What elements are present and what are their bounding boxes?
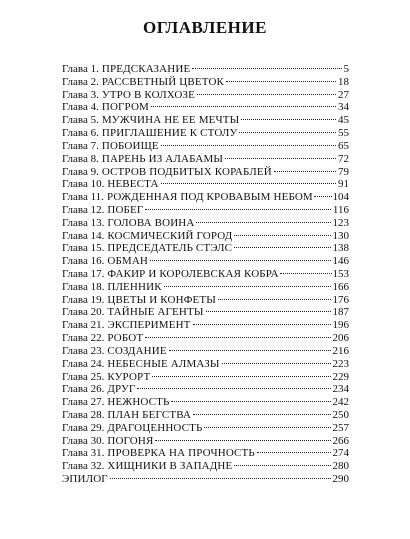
toc-dot-leader [192,68,341,69]
toc-page-number: 290 [332,473,349,485]
toc-chapter-title: ДРУГ [107,383,136,396]
toc-page-number: 27 [338,88,349,101]
toc-dot-leader [239,132,336,133]
toc-page-number: 257 [332,421,349,434]
toc-chapter-title: ТАЙНЫЕ АГЕНТЫ [107,306,204,319]
toc-entry [62,358,349,371]
toc-chapter-title: ОСТРОВ ПОДБИТЫХ КОРАБЛЕЙ [101,165,272,178]
toc-chapter-number: Глава 32. [62,460,105,473]
toc-dot-leader [234,247,330,248]
toc-dot-leader [137,388,330,389]
toc-entry [62,460,349,473]
toc-chapter-number: Глава 4. [62,101,99,114]
toc-chapter-title: РОЖДЕННАЯ ПОД КРОВАВЫМ НЕБОМ [106,191,313,204]
toc-chapter-title: ЭПИЛОГ [62,473,108,485]
toc-chapter-number: Глава 9. [62,165,99,178]
toc-entry [62,294,349,307]
toc-entry [62,409,349,422]
toc-page-number: 34 [338,101,349,114]
toc-chapter-title: ПРИГЛАШЕНИЕ К СТОЛУ [101,127,238,140]
toc-page-number: 72 [338,152,349,165]
toc-chapter-title: ПРЕДСЕДАТЕЛЬ СТЭЛС [107,242,233,255]
toc-chapter-title: ЭКСПЕРИМЕНТ [107,319,191,332]
toc-entry [62,127,349,140]
toc-chapter-title: ПЛАН БЕГСТВА [107,408,192,421]
toc-page-number: 176 [332,293,349,306]
toc-dot-leader [169,350,331,351]
toc-chapter-number: Глава 5. [62,114,99,127]
toc-chapter-title: ПОБЕГ [107,203,144,216]
toc-dot-leader [151,106,336,107]
toc-chapter-title: ПОГОНЯ [107,434,154,447]
toc-entry [62,371,349,384]
toc-chapter-number: Глава 23. [62,344,105,357]
toc-chapter-title: ДРАГОЦЕННОСТЬ [107,421,203,434]
toc-page-number: 65 [338,139,349,152]
toc-page-number: 104 [332,191,349,204]
toc-chapter-title: СОЗДАНИЕ [107,344,167,357]
toc-chapter-number: Глава 7. [62,139,99,152]
toc-chapter-number: Глава 3. [62,88,99,101]
toc-page-number: 274 [332,447,349,460]
toc-entry [62,191,349,204]
toc-chapter-title: ПРОВЕРКА НА ПРОЧНОСТЬ [107,447,255,460]
toc-chapter-title: УТРО В КОЛХОЗЕ [101,88,195,101]
toc-chapter-number: Глава 15. [62,242,105,255]
toc-page-number: 130 [332,229,349,242]
toc-page-number: 146 [332,255,349,268]
toc-entry [62,473,349,486]
toc-dot-leader [204,427,330,428]
toc-dot-leader [196,222,330,223]
toc-chapter-number: Глава 21. [62,319,105,332]
toc-chapter-number: Глава 16. [62,255,105,268]
toc-entry [62,242,349,255]
toc-entry [62,101,349,114]
toc-entry [62,255,349,268]
toc-dot-leader [226,81,336,82]
toc-dot-leader [218,299,330,300]
toc-chapter-number: Глава 29. [62,421,105,434]
toc-dot-leader [225,158,336,159]
toc-entry [62,396,349,409]
toc-chapter-title: НЕВЕСТА [107,178,159,191]
toc-page-number: 216 [332,344,349,357]
toc-entry [62,217,349,230]
toc-page-number: 187 [332,306,349,319]
toc-page-number: 18 [338,75,349,88]
toc-chapter-title: КОСМИЧЕСКИЙ ГОРОД [107,229,233,242]
toc-dot-leader [171,401,330,402]
toc-dot-leader [150,260,330,261]
toc-entry [62,114,349,127]
toc-chapter-number: Глава 1. [62,63,99,75]
toc-entry [62,230,349,243]
toc-entry [62,268,349,281]
toc-chapter-title: ОБМАН [107,255,149,268]
toc-chapter-title: ФАКИР И КОРОЛЕВСКАЯ КОБРА [107,268,279,280]
toc-dot-leader [206,311,331,312]
toc-dot-leader [280,273,332,274]
toc-chapter-number: Глава 2. [62,75,99,88]
toc-page-number: 5 [343,63,349,75]
toc-chapter-title: НЕЖНОСТЬ [107,396,170,409]
toc-chapter-title: НЕБЕСНЫЕ АЛМАЗЫ [107,357,220,370]
toc-dot-leader [155,440,330,441]
toc-entry [62,447,349,460]
toc-dot-leader [193,414,330,415]
toc-page-number: 242 [332,396,349,409]
toc-page-number: 166 [332,280,349,293]
toc-chapter-title: ПОБОИЩЕ [101,139,159,152]
toc-page-number: 206 [332,332,349,345]
toc-entry [62,422,349,435]
toc-dot-leader [161,145,336,146]
toc-entry [62,204,349,217]
toc-chapter-number: Глава 22. [62,332,105,345]
toc-chapter-title: МУЖЧИНА НЕ ЕЕ МЕЧТЫ [101,114,240,127]
toc-dot-leader [145,209,331,210]
toc-page-number: 250 [332,408,349,421]
toc-entry [62,332,349,345]
toc-chapter-title: ПЛЕННИК [107,280,162,293]
toc-dot-leader [314,196,332,197]
toc-entry [62,319,349,332]
toc-chapter-title: ГОЛОВА ВОИНА [107,216,195,229]
toc-entry [62,140,349,153]
toc-chapter-number: Глава 10. [62,178,105,191]
toc-chapter-title: ПАРЕНЬ ИЗ АЛАБАМЫ [101,152,224,165]
toc-chapter-number: Глава 25. [62,370,105,383]
toc-page-number: 266 [332,434,349,447]
toc-dot-leader [197,94,336,95]
toc-page-number: 196 [332,319,349,332]
toc-entry [62,345,349,358]
toc-chapter-number: Глава 27. [62,396,105,409]
toc-page-number: 91 [338,178,349,191]
toc-entry [62,76,349,89]
table-of-contents [62,63,349,486]
toc-page-number: 55 [338,127,349,140]
toc-dot-leader [161,183,336,184]
toc-chapter-title: ХИЩНИКИ В ЗАПАДНЕ [107,460,233,473]
toc-dot-leader [193,324,331,325]
toc-entry [62,178,349,191]
toc-entry [62,281,349,294]
toc-dot-leader [222,363,331,364]
toc-dot-leader [241,119,336,120]
toc-chapter-number: Глава 17. [62,268,105,280]
toc-page-number: 229 [332,370,349,383]
toc-entry [62,153,349,166]
toc-page-number: 116 [332,203,349,216]
toc-page-number: 123 [332,216,349,229]
toc-chapter-number: Глава 31. [62,447,105,460]
toc-chapter-title: КУРОРТ [107,370,151,383]
toc-dot-leader [234,465,330,466]
toc-chapter-number: Глава 19. [62,293,105,306]
toc-chapter-title: РОБОТ [107,332,144,345]
toc-chapter-title: ПОГРОМ [101,101,149,114]
toc-entry [62,435,349,448]
toc-entry [62,306,349,319]
toc-dot-leader [234,235,330,236]
toc-dot-leader [257,452,331,453]
toc-dot-leader [164,286,331,287]
toc-dot-leader [152,376,330,377]
toc-page-number: 234 [332,383,349,396]
toc-page-number: 45 [338,114,349,127]
toc-dot-leader [145,337,330,338]
toc-page-number: 79 [338,165,349,178]
toc-page-number: 138 [332,242,349,255]
toc-dot-leader [274,171,336,172]
toc-chapter-number: Глава 12. [62,203,105,216]
toc-page-number: 223 [332,357,349,370]
toc-page-number: 280 [332,460,349,473]
toc-chapter-number: Глава 30. [62,434,105,447]
toc-entry [62,63,349,76]
toc-chapter-number: Глава 13. [62,216,105,229]
toc-chapter-number: Глава 14. [62,229,105,242]
toc-chapter-title: ПРЕДСКАЗАНИЕ [101,63,191,75]
toc-chapter-number: Глава 28. [62,408,105,421]
toc-page-number: 153 [332,268,349,280]
toc-entry [62,89,349,102]
toc-chapter-number: Глава 6. [62,127,99,140]
toc-entry [62,383,349,396]
toc-chapter-number: Глава 20. [62,306,105,319]
toc-chapter-number: Глава 24. [62,357,105,370]
toc-chapter-number: Глава 11. [62,191,104,204]
toc-chapter-title: РАССВЕТНЫЙ ЦВЕТОК [101,75,225,88]
toc-chapter-number: Глава 8. [62,152,99,165]
page-title: ОГЛАВЛЕНИЕ [143,18,267,37]
toc-chapter-number: Глава 18. [62,280,105,293]
toc-dot-leader [110,478,331,479]
toc-chapter-title: ЦВЕТЫ И КОНФЕТЫ [107,293,217,306]
toc-entry [62,166,349,179]
toc-chapter-number: Глава 26. [62,383,105,396]
